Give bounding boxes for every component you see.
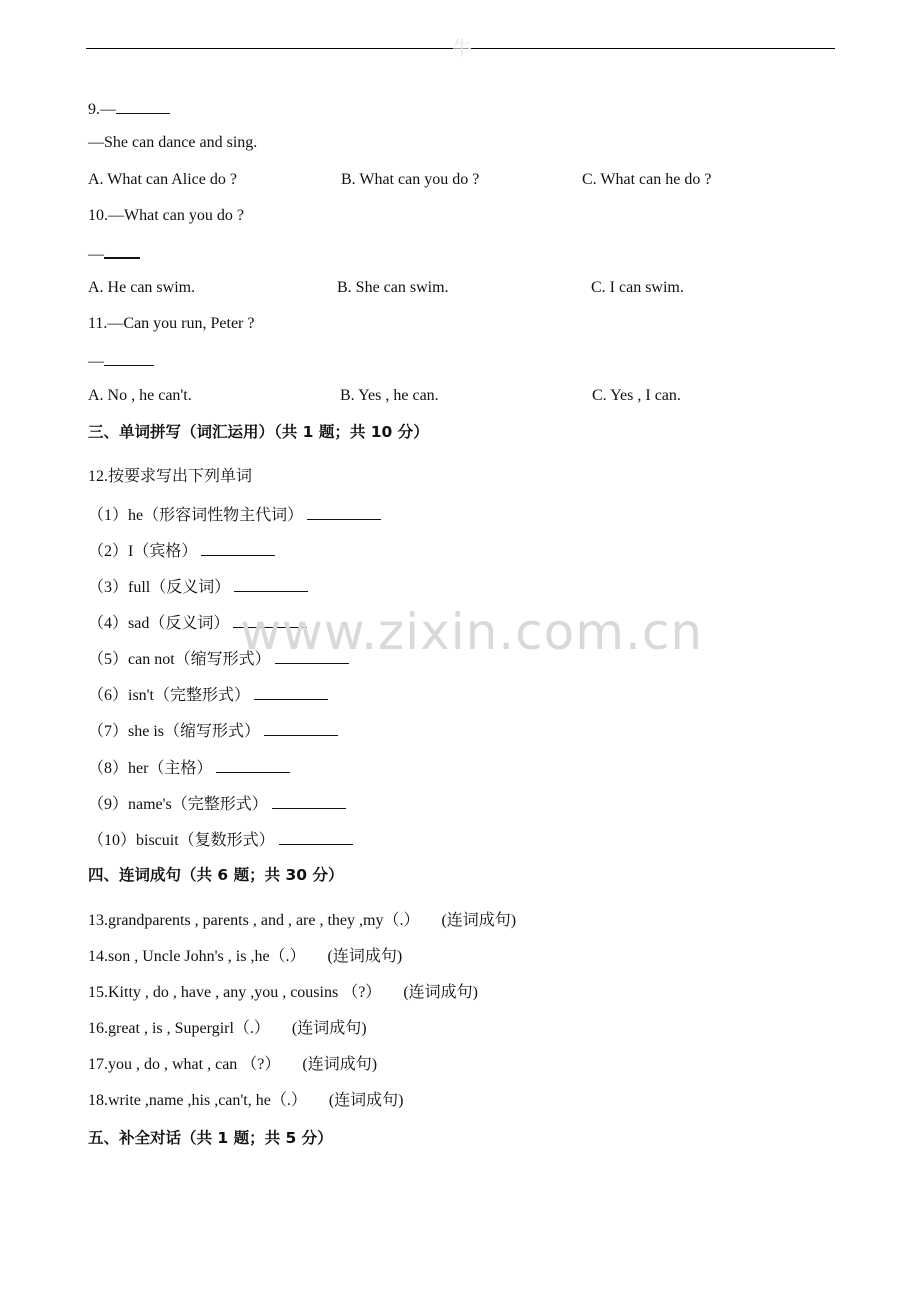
q11-option-b[interactable]: B. Yes , he can. <box>340 387 439 404</box>
q12-item-8 <box>88 757 290 779</box>
q12-item-9-text: （9）name's（完整形式） <box>88 796 268 813</box>
q14-text: 14.son , Uncle John's , is ,he（.） <box>88 948 306 965</box>
q12-item-2-blank[interactable] <box>201 540 275 556</box>
q12-item-7-text: （7）she is（缩写形式） <box>88 723 261 740</box>
section5-heading: 五、补全对话（共 1 题；共 5 分） <box>88 1129 333 1147</box>
q12-item-8-blank[interactable] <box>216 757 290 773</box>
q17-tag: (连词成句) <box>302 1056 378 1073</box>
q11-answer-dash: — <box>88 353 104 370</box>
q11-answer <box>88 350 154 372</box>
q11-stem: 11.—Can you run, Peter ? <box>88 315 255 332</box>
q12-item-5 <box>88 648 349 670</box>
q12-item-3-text: （3）full（反义词） <box>88 579 231 596</box>
q12-item-9-blank[interactable] <box>272 793 346 809</box>
q12-item-10-text: （10）biscuit（复数形式） <box>88 832 275 849</box>
q12-item-4-blank[interactable] <box>233 612 307 628</box>
q14-tag: (连词成句) <box>327 948 403 965</box>
q12-item-1-text: （1）he（形容词性物主代词） <box>88 507 304 524</box>
q11-option-c[interactable]: C. Yes , I can. <box>592 387 681 404</box>
q12-item-3-blank[interactable] <box>234 576 308 592</box>
q18-tag: (连词成句) <box>328 1092 404 1109</box>
q10-answer <box>88 242 140 265</box>
q12-item-6-blank[interactable] <box>254 684 328 700</box>
q13 <box>88 911 516 931</box>
q13-tag: (连词成句) <box>441 912 517 929</box>
q9-answer-blank[interactable] <box>116 98 170 114</box>
q10-answer-dash: — <box>88 246 104 263</box>
q12-item-3 <box>88 576 308 598</box>
q12-item-4 <box>88 612 307 634</box>
q15-tag: (连词成句) <box>403 984 478 1001</box>
q12-item-10 <box>88 829 353 851</box>
q9-option-c[interactable]: C. What can he do ? <box>582 171 712 188</box>
q12-item-6-text: （6）isn't（完整形式） <box>88 687 251 704</box>
q12-item-10-blank[interactable] <box>279 829 353 845</box>
q17 <box>88 1055 377 1075</box>
q17-text: 17.you , do , what , can （?） <box>88 1056 281 1073</box>
watermark: www.zixin.com.cn <box>240 603 704 661</box>
q16-text: 16.great , is , Supergirl（.） <box>88 1020 270 1037</box>
section4-heading: 四、连词成句（共 6 题；共 30 分） <box>88 866 344 884</box>
q10-stem: 10.—What can you do ? <box>88 207 244 224</box>
section3-heading: 三、单词拼写（词汇运用）（共 1 题；共 10 分） <box>88 423 429 441</box>
q12-item-4-text: （4）sad（反义词） <box>88 615 230 632</box>
q11-answer-blank[interactable] <box>104 350 154 366</box>
q10-option-a[interactable]: A. He can swim. <box>88 279 196 296</box>
q9-stem-text: 9.— <box>88 101 116 118</box>
q15 <box>88 983 478 1003</box>
q12-item-5-text: （5）can not（缩写形式） <box>88 651 271 668</box>
q12-item-7 <box>88 720 338 742</box>
q18 <box>88 1091 404 1111</box>
q12-item-7-blank[interactable] <box>264 720 338 736</box>
q11-option-a[interactable]: A. No , he can't. <box>88 387 192 404</box>
q12-item-1 <box>88 504 381 526</box>
q9-answer: —She can dance and sing. <box>88 134 258 151</box>
q12-item-9 <box>88 793 346 815</box>
q13-text: 13.grandparents , parents , and , are , they ,my（.） <box>88 912 420 929</box>
q12-item-5-blank[interactable] <box>275 648 349 664</box>
q10-option-b[interactable]: B. She can swim. <box>337 279 449 296</box>
q12-item-2-text: （2）I（宾格） <box>88 543 198 560</box>
header-logo-mark: 牛 <box>452 36 472 60</box>
q12-item-8-text: （8）her（主格） <box>88 760 213 777</box>
q9-stem <box>88 98 170 120</box>
q16 <box>88 1019 367 1039</box>
q15-text: 15.Kitty , do , have , any ,you , cousins （?） <box>88 984 382 1001</box>
q12-item-2 <box>88 540 275 562</box>
q14 <box>88 947 402 967</box>
q9-option-a[interactable]: A. What can Alice do ? <box>88 171 237 188</box>
q12-stem: 12.按要求写出下列单词 <box>88 468 253 485</box>
q16-tag: (连词成句) <box>291 1020 367 1037</box>
q12-item-6 <box>88 684 328 706</box>
q9-option-b[interactable]: B. What can you do ? <box>341 171 480 188</box>
q12-item-1-blank[interactable] <box>307 504 381 520</box>
q10-answer-blank[interactable] <box>104 242 140 259</box>
q18-text: 18.write ,name ,his ,can't, he（.） <box>88 1092 307 1109</box>
q10-option-c[interactable]: C. I can swim. <box>591 279 684 296</box>
